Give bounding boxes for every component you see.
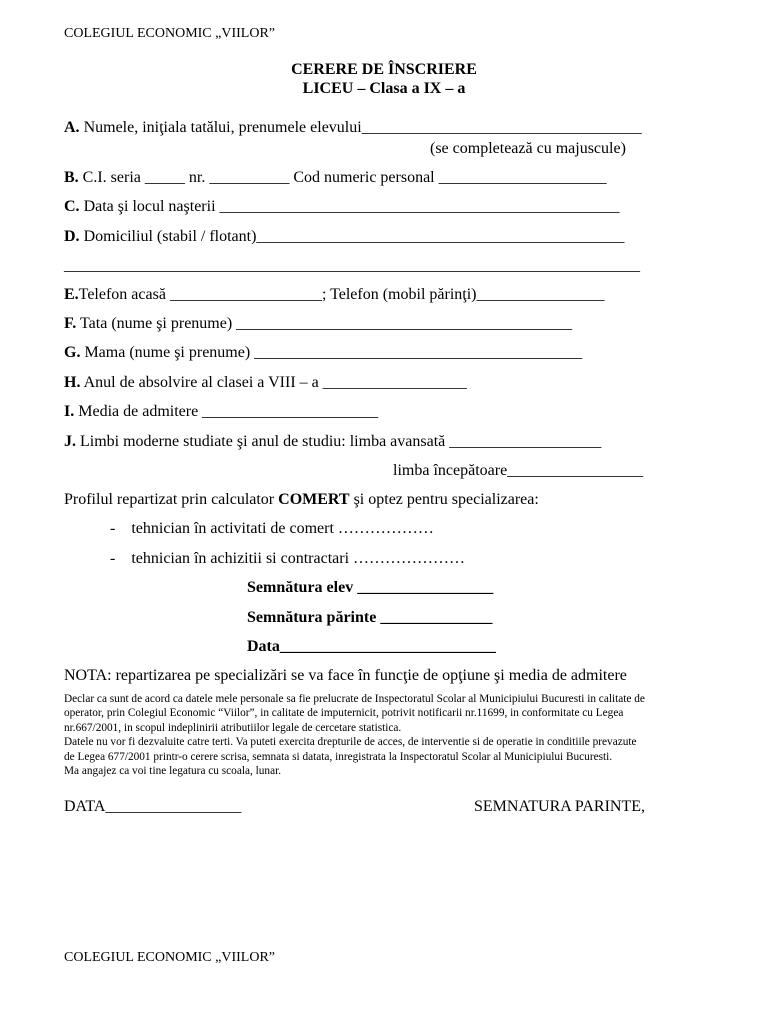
field-e-phone[interactable]: [64, 286, 604, 304]
profile-statement: [64, 491, 539, 509]
footer-parent-signature[interactable]: SEMNATURA PARINTE,: [474, 798, 645, 815]
field-label: Data şi locul naşterii __________________________________________________: [79, 198, 620, 215]
consent-line: Declar ca sunt de acord ca datele mele personale sa fie prelucrate de Inspectoratul Scolar al Municipiului Bucuresti in calitate de: [64, 693, 645, 705]
consent-line: Ma angajez ca voi tine legatura cu scoala, lunar.: [64, 765, 282, 778]
parent-signature-field[interactable]: Semnătura părinte ______________: [247, 609, 493, 626]
field-letter: I.: [64, 403, 75, 420]
field-letter: E.: [64, 286, 79, 303]
field-letter: H.: [64, 374, 81, 391]
field-label: Limbi moderne studiate şi anul de studiu: limba avansată ___________________: [76, 433, 602, 450]
field-i-admission-average[interactable]: [64, 403, 378, 421]
field-g-mother[interactable]: [64, 344, 582, 362]
field-letter: D.: [64, 228, 80, 245]
field-label: C.I. seria _____ nr. __________ Cod numeric personal _____________________: [78, 169, 607, 186]
option-bullet: -: [110, 520, 116, 537]
field-b-id-card[interactable]: [64, 169, 607, 187]
field-letter: J.: [64, 433, 76, 450]
field-letter: A.: [64, 119, 80, 136]
field-f-father[interactable]: [64, 315, 572, 333]
profile-prefix: Profilul repartizat prin calculator: [64, 491, 279, 508]
field-label: Mama (nume şi prenume) _________________________________________: [80, 344, 583, 361]
consent-line: Datele nu vor fi dezvaluite catre terti. Va puteti exercita drepturile de acces, de interventie si de operatie in conditiile prevazute: [64, 736, 637, 749]
field-label: Anul de absolvire al clasei a VIII – a __________________: [80, 374, 467, 391]
field-label: Numele, iniţiala tatălui, prenumele elevului___________________________________: [79, 119, 642, 136]
field-letter: G.: [64, 344, 81, 361]
field-c-birth[interactable]: [64, 198, 620, 216]
field-d-address[interactable]: [64, 228, 624, 246]
field-d-address-line2[interactable]: ________________________________________________________________________: [64, 257, 640, 274]
field-label: Tata (nume şi prenume) __________________________________________: [76, 315, 573, 332]
consent-paragraph: [64, 692, 732, 779]
consent-line: nr.667/2001, in scopul indeplinirii atributiilor legale de cercetare statistica.: [64, 721, 402, 734]
footer-date-field[interactable]: DATA_________________: [64, 798, 242, 815]
page-footer-school: COLEGIUL ECONOMIC „VIILOR”: [64, 950, 275, 965]
field-h-graduation-year[interactable]: [64, 374, 467, 392]
nota-text: NOTA: repartizarea pe specializări se va face în funcţie de opţiune şi media de admitere: [64, 667, 627, 684]
profile-suffix: şi optez pentru specializarea:: [349, 491, 539, 508]
option-commerce[interactable]: [110, 520, 434, 538]
field-label: Media de admitere ______________________: [74, 403, 379, 420]
option-bullet: -: [110, 550, 116, 567]
field-letter: C.: [64, 198, 80, 215]
field-a-note: (se completează cu majuscule): [430, 140, 626, 157]
field-letter: F.: [64, 315, 77, 332]
consent-line: operator, prin Colegiul Economic “Viilor”, in calitate de imputernicit, potrivit notificarii nr.11699, in conformitate cu Legea: [64, 707, 624, 720]
profile-name: COMERT: [278, 491, 350, 508]
option-procurement[interactable]: [110, 550, 465, 568]
form-subtitle: LICEU – Clasa a IX – a: [302, 80, 466, 97]
signature-date-field[interactable]: Data___________________________: [247, 638, 496, 655]
field-j-languages[interactable]: [64, 433, 601, 451]
form-title: CERERE DE ÎNSCRIERE: [291, 61, 477, 78]
field-letter: B.: [64, 169, 79, 186]
field-j-beginner-language[interactable]: limba începătoare_________________: [393, 462, 644, 479]
option-label: tehnician în activitati de comert ………………: [131, 520, 434, 537]
student-signature-field[interactable]: Semnătura elev _________________: [247, 579, 494, 596]
field-label: Telefon acasă ___________________; Telefon (mobil părinţi)________________: [78, 286, 605, 303]
field-label: Domiciliul (stabil / flotant)______________________________________________: [79, 228, 625, 245]
field-a-name[interactable]: [64, 119, 642, 137]
page-header-school: COLEGIUL ECONOMIC „VIILOR”: [64, 26, 275, 41]
option-label: tehnician în achizitii si contractari …………………: [131, 550, 466, 567]
consent-line: de Legea 677/2001 printr-o cerere scrisa, semnata si datata, inregistrata la Inspectoratul Scolar al Municipiului Bucuresti.: [64, 750, 613, 763]
